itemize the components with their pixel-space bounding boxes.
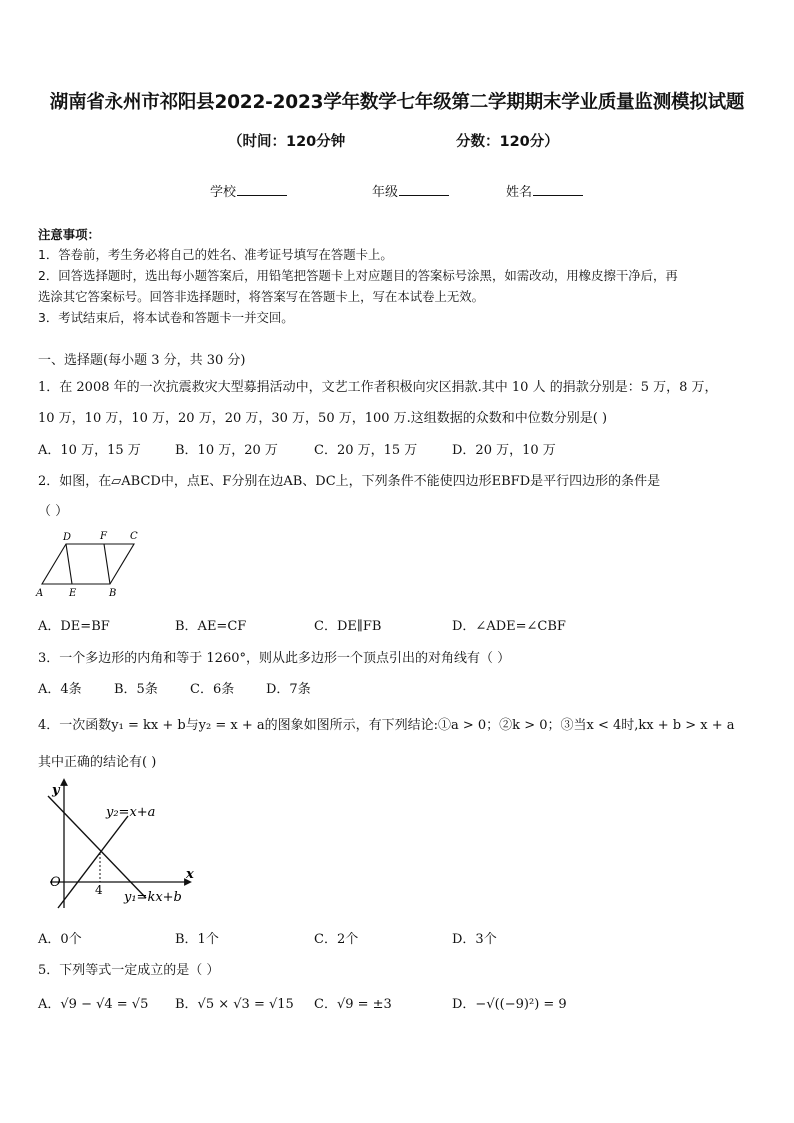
question-5-option-b: B．√5 × √3 = √15: [175, 997, 294, 1012]
notes-heading: 注意事项：: [38, 227, 100, 242]
grade-blank: [399, 184, 449, 196]
parallelogram-figure: [34, 528, 144, 600]
question-4-option-c: C．2个: [314, 932, 359, 947]
question-3-text: 3．一个多边形的内角和等于 1260°，则从此多边形一个顶点引出的对角线有（ ）: [38, 651, 511, 666]
school-field: [210, 181, 287, 200]
question-5-option-a: A．√9 − √4 = √5: [38, 997, 149, 1012]
question-2-paren: （ ）: [38, 504, 69, 519]
question-2-option-a: A．DE=BF: [38, 619, 110, 634]
exam-time: （时间：120分钟: [228, 134, 346, 150]
name-blank: [533, 184, 583, 196]
question-2-option-d: D．∠ADE=∠CBF: [452, 619, 566, 634]
question-4-text: 4．一次函数y₁ = kx + b与y₂ = x + a的图象如图所示，有下列结论:①a > 0；②k > 0；③当x < 4时,kx + b > x + a: [38, 718, 735, 733]
y-axis-label: y: [52, 783, 60, 798]
grade-field: [372, 181, 449, 200]
school-label: 学校: [210, 185, 237, 200]
segment-fb: [104, 544, 110, 584]
section-heading: 一、选择题(每小题 3 分，共 30 分): [38, 353, 246, 368]
question-5-text: 5．下列等式一定成立的是（ ）: [38, 963, 220, 978]
question-4-option-a: A．0个: [38, 932, 82, 947]
tick-label-4: 4: [95, 883, 103, 897]
name-field: [506, 181, 583, 200]
notes-item: 3．考试结束后，将本试卷和答题卡一并交回。: [38, 310, 294, 325]
notes-item: 1．答卷前，考生务必将自己的姓名、准考证号填写在答题卡上。: [38, 247, 393, 262]
grade-label: 年级: [372, 185, 399, 200]
question-4-option-b: B．1个: [175, 932, 219, 947]
question-1-option-a: A．10 万，15 万: [38, 443, 141, 458]
label-d: D: [63, 532, 72, 543]
notes-item: 选涂其它答案标号。回答非选择题时，将答案写在答题卡上，写在本试卷上无效。: [38, 289, 485, 304]
parallelogram-abcd: [42, 544, 134, 584]
exam-score: 分数：120分）: [456, 134, 559, 150]
question-3-option-d: D．7条: [266, 682, 311, 697]
origin-label: O: [50, 875, 61, 890]
question-2-option-c: C．DE∥FB: [314, 619, 382, 634]
question-2-text: 2．如图，在▱ABCD中，点E、F分别在边AB、DC上，下列条件不能使四边形EBFD是平行四边形的条件是: [38, 474, 661, 489]
question-1-option-b: B．10 万，20 万: [175, 443, 278, 458]
label-f: F: [100, 531, 107, 542]
label-c: C: [130, 531, 138, 542]
question-1-text: 1．在 2008 年的一次抗震救灾大型募捐活动中，文艺工作者积极向灾区捐款.其中 10 人 的捐款分别是：5 万，8 万，: [38, 380, 718, 395]
line-y2: [58, 816, 128, 908]
label-e: E: [69, 588, 77, 599]
segment-de: [66, 544, 72, 584]
line-y1-label: y₁=kx+b: [124, 890, 182, 905]
x-axis-label: x: [186, 867, 194, 882]
notes-item: 2．回答选择题时，选出每小题答案后，用铅笔把答题卡上对应题目的答案标号涂黑，如需改动，用橡皮擦干净后，再: [38, 268, 678, 283]
name-label: 姓名: [506, 185, 533, 200]
school-blank: [237, 184, 287, 196]
question-4-option-d: D．3个: [452, 932, 497, 947]
line-y2-label: y₂=x+a: [106, 805, 156, 820]
question-2-option-b: B．AE=CF: [175, 619, 247, 634]
question-3-option-b: B．5条: [114, 682, 158, 697]
label-b: B: [109, 588, 117, 599]
question-1-text: 10 万，10 万，10 万，20 万，20 万，30 万，50 万，100 万.这组数据的众数和中位数分别是( ): [38, 411, 608, 426]
question-4-text: 其中正确的结论有( ): [38, 755, 157, 770]
question-3-option-a: A．4条: [38, 682, 82, 697]
question-5-option-c: C．√9 = ±3: [314, 997, 392, 1012]
question-1-option-c: C．20 万，15 万: [314, 443, 418, 458]
page-title: 湖南省永州市祁阳县2022-2023学年数学七年级第二学期期末学业质量监测模拟试题: [49, 92, 745, 113]
label-a: A: [36, 588, 44, 599]
linear-functions-graph: [36, 776, 196, 916]
question-5-option-d: D．−√((−9)²) = 9: [452, 997, 567, 1012]
question-3-option-c: C．6条: [190, 682, 235, 697]
question-1-option-d: D．20 万，10 万: [452, 443, 556, 458]
